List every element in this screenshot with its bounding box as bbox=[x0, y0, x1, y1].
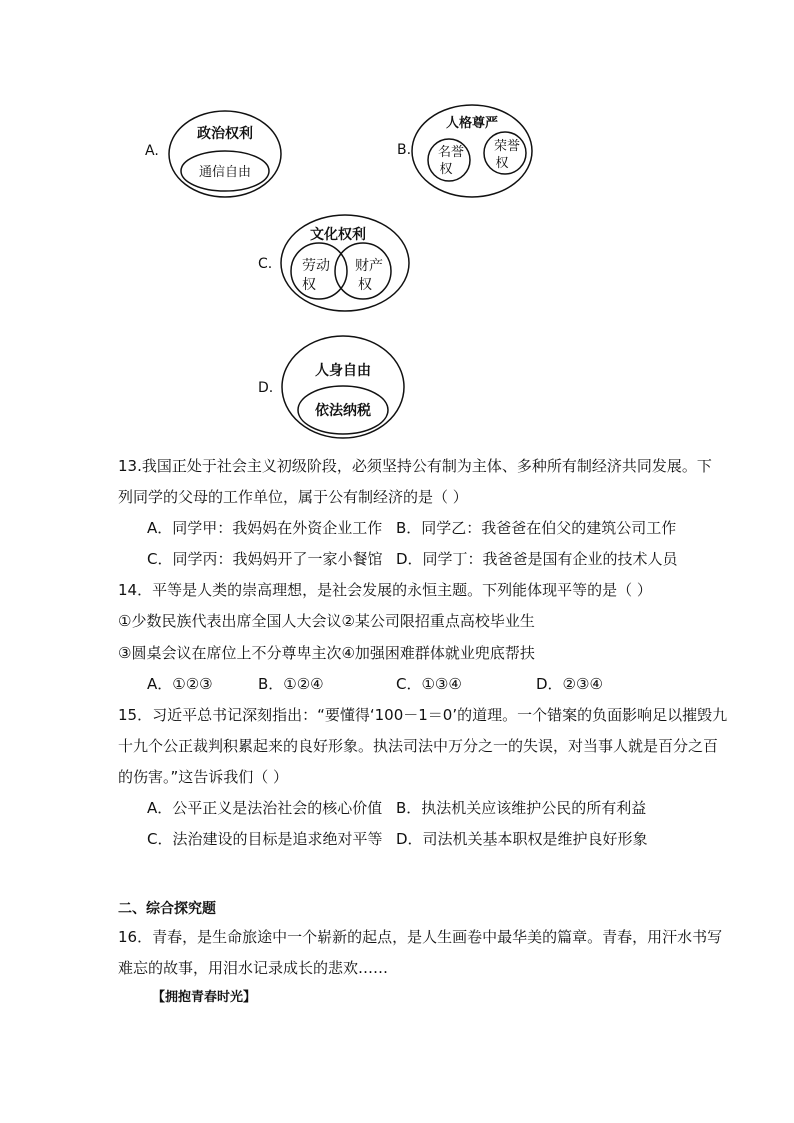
diagram-b-outer-label: 人格尊严 bbox=[445, 116, 499, 131]
q14-option-d[interactable]: D．②③④ bbox=[536, 675, 603, 693]
diagram-d-letter: D. bbox=[258, 380, 274, 396]
diagram-b-letter: B. bbox=[397, 142, 412, 158]
diagram-b-right-label-top: 荣誉 bbox=[493, 139, 521, 154]
q14-stem-line1: 14．平等是人类的崇高理想，是社会发展的永恒主题。下列能体现平等的是（ ） bbox=[118, 581, 652, 599]
venn-diagrams bbox=[0, 0, 794, 440]
diagram-c bbox=[258, 215, 409, 311]
q13-stem-line1: 13.我国正处于社会主义初级阶段，必须坚持公有制为主体、多种所有制经济共同发展。下 bbox=[118, 457, 712, 475]
diagram-b bbox=[397, 105, 532, 197]
diagram-c-letter: C. bbox=[258, 256, 273, 272]
diagram-c-outer-label: 文化权利 bbox=[310, 227, 366, 243]
q14-option-a[interactable]: A．①②③ bbox=[147, 675, 213, 693]
diagram-a-letter: A. bbox=[145, 143, 159, 159]
diagram-a-inner-label: 通信自由 bbox=[198, 165, 252, 180]
q16-stem-line1: 16．青春，是生命旅途中一个崭新的起点，是人生画卷中最华美的篇章。青春，用汗水书写 bbox=[118, 928, 723, 946]
q15-stem-line1: 15．习近平总书记深刻指出：“要懂得‘100－1＝0’的道理。一个错案的负面影响足以摧毁九 bbox=[118, 706, 728, 724]
q15-option-a[interactable]: A．公平正义是法治社会的核心价值 bbox=[147, 799, 383, 817]
diagram-a bbox=[145, 111, 281, 197]
diagram-c-right-label-top: 财产 bbox=[355, 258, 383, 274]
q14-option-b[interactable]: B．①②④ bbox=[258, 675, 324, 693]
diagram-b-right-label-bottom: 权 bbox=[495, 156, 509, 171]
diagram-c-left-label-top: 劳动 bbox=[302, 258, 330, 274]
q13-option-b[interactable]: B．同学乙：我爸爸在伯父的建筑公司工作 bbox=[396, 519, 677, 537]
q13-option-c[interactable]: C．同学丙：我妈妈开了一家小餐馆 bbox=[147, 550, 383, 568]
q14-stem-line2: ①少数民族代表出席全国人大会议②某公司限招重点高校毕业生 bbox=[118, 612, 535, 630]
diagram-d-outer-circle bbox=[282, 336, 404, 438]
q15-option-d[interactable]: D．司法机关基本职权是维护良好形象 bbox=[396, 830, 648, 848]
diagram-b-left-label-bottom: 权 bbox=[439, 162, 453, 177]
diagram-d bbox=[258, 336, 404, 438]
q15-stem-line3: 的伤害。”这告诉我们（ ） bbox=[118, 768, 289, 786]
q14-option-c[interactable]: C．①③④ bbox=[396, 675, 462, 693]
q15-stem-line2: 十九个公正裁判积累起来的良好形象。执法司法中万分之一的失误，对当事人就是百分之百 bbox=[118, 737, 719, 755]
q16-stem-line2: 难忘的故事，用泪水记录成长的悲欢…… bbox=[118, 959, 389, 977]
diagram-d-inner-label: 依法纳税 bbox=[315, 403, 371, 419]
section-heading: 二、综合探究题 bbox=[118, 901, 216, 917]
diagram-c-right-label-bottom: 权 bbox=[358, 277, 372, 293]
diagram-a-outer-label: 政治权利 bbox=[197, 126, 253, 142]
q13-option-a[interactable]: A．同学甲：我妈妈在外资企业工作 bbox=[147, 519, 383, 537]
q15-option-c[interactable]: C．法治建设的目标是追求绝对平等 bbox=[147, 830, 383, 848]
q13-stem-line2: 列同学的父母的工作单位，属于公有制经济的是（ ） bbox=[118, 488, 468, 506]
diagram-b-left-label-top: 名誉 bbox=[437, 145, 465, 160]
diagram-c-left-label-bottom: 权 bbox=[302, 277, 316, 293]
q15-option-b[interactable]: B．执法机关应该维护公民的所有利益 bbox=[396, 799, 647, 817]
diagram-a-outer-circle bbox=[169, 111, 281, 197]
q14-stem-line3: ③圆桌会议在席位上不分尊卑主次④加强困难群体就业兜底帮扶 bbox=[118, 644, 535, 662]
q16-subheading: 【拥抱青春时光】 bbox=[152, 990, 257, 1005]
q13-option-d[interactable]: D．同学丁：我爸爸是国有企业的技术人员 bbox=[396, 550, 678, 568]
diagram-d-outer-label: 人身自由 bbox=[315, 363, 371, 379]
